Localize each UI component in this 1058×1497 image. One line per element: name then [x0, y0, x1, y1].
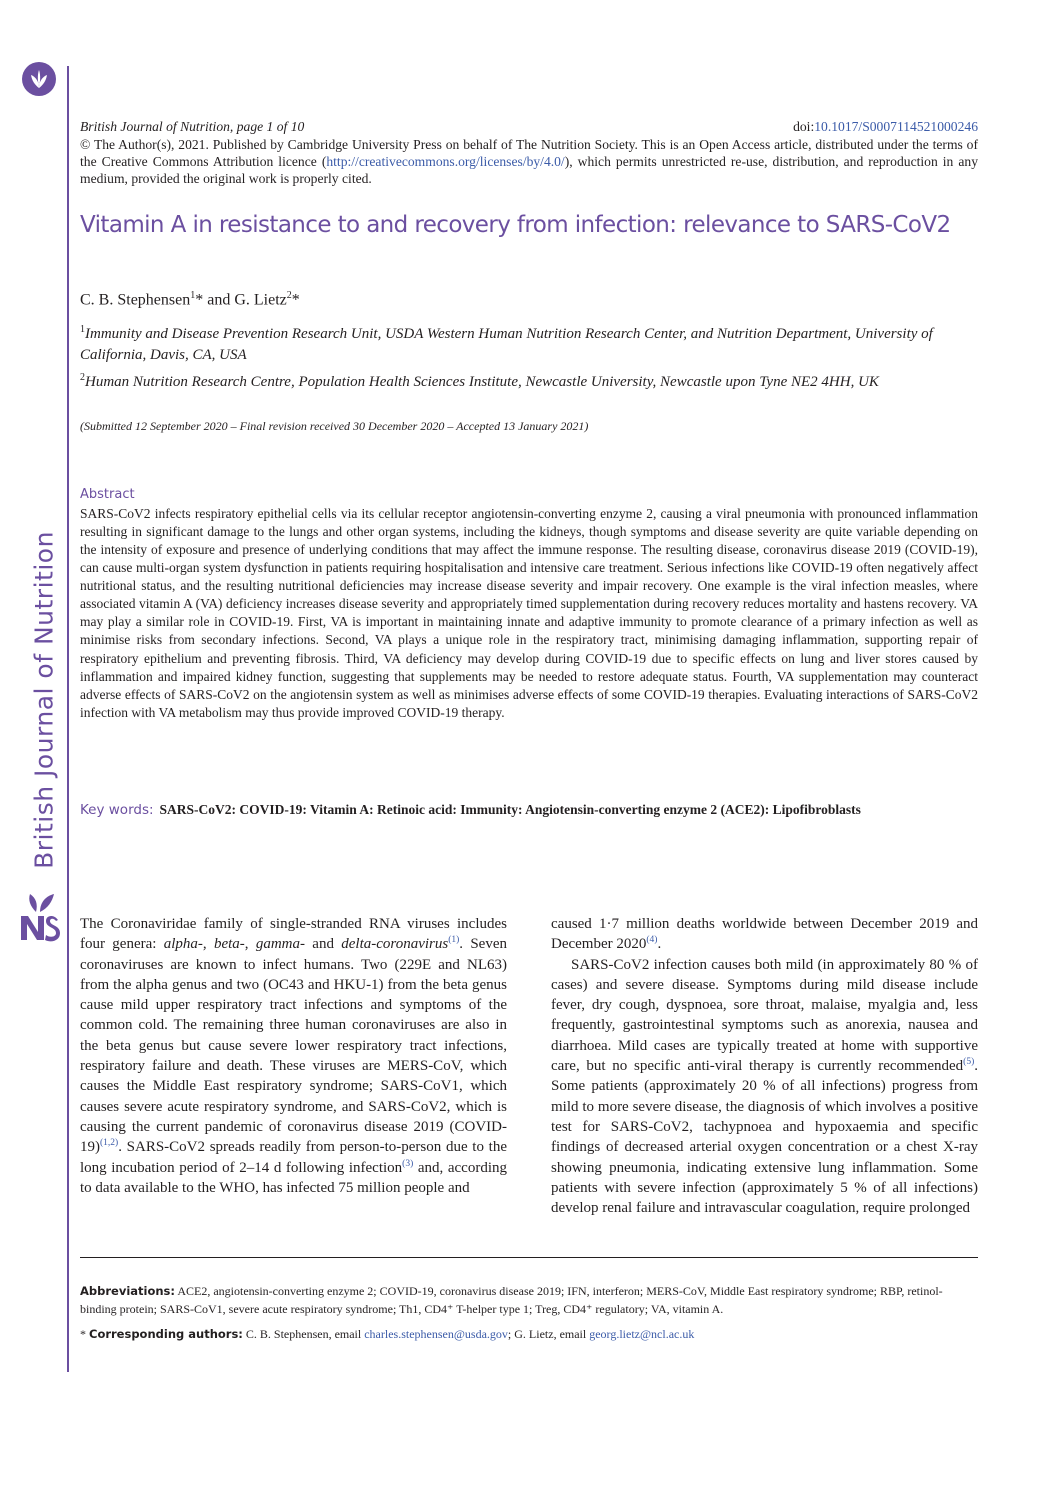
doi-link[interactable]: 10.1017/S0007114521000246	[814, 119, 978, 134]
author-name: G. Lietz	[234, 291, 287, 309]
nutrition-society-logo-icon	[18, 890, 60, 942]
genus-name: alpha	[163, 936, 198, 953]
body-text: . SARS-CoV2 spreads readily from person-to-person due to the long incubation period of 2–14 d following infection	[80, 1139, 507, 1176]
license-text-a: © The Author(s), 2021. Published by Cambridge University Press on behalf of The Nutrition Society. This is an Open Access article, distributed under the terms of the Creative Commons Attribution licence (	[80, 137, 978, 169]
leaf-logo-icon	[22, 62, 56, 96]
genus-name: gamma	[255, 936, 300, 953]
body-text: -,	[239, 936, 256, 953]
body-paragraph	[551, 955, 978, 1219]
author-name: C. B. Stephensen	[80, 291, 191, 309]
body-text: - and	[300, 936, 342, 953]
submission-dates: (Submitted 12 September 2020 – Final revision received 30 December 2020 – Accepted 13 January 2021)	[80, 419, 589, 433]
footnote-rule	[80, 1257, 978, 1258]
license-link[interactable]: http://creativecommons.org/licenses/by/4.0/	[326, 154, 565, 169]
author-affil-sup: 2	[286, 290, 292, 301]
corr-text: ; G. Lietz, email	[507, 1327, 590, 1341]
author-star: *	[291, 291, 300, 309]
affiliation-sup: 1	[80, 324, 85, 335]
corr-star: *	[80, 1327, 89, 1341]
abstract-heading: Abstract	[80, 487, 135, 502]
corr-text: C. B. Stephensen, email	[242, 1327, 365, 1341]
email-link[interactable]: georg.lietz@ncl.ac.uk	[589, 1327, 695, 1341]
genus-name: beta	[213, 936, 240, 953]
body-paragraph	[551, 914, 978, 955]
corresponding-authors-footnote	[80, 1325, 978, 1343]
body-paragraph	[80, 914, 507, 1198]
citation-link[interactable]: (5)	[963, 1057, 975, 1068]
license-statement	[80, 136, 978, 187]
journal-vertical-title: British Journal of Nutrition	[29, 531, 59, 869]
affiliation-sup: 2	[80, 371, 85, 383]
body-text: The Coronaviridae family of single-stranded RNA viruses includes four genera:	[80, 916, 507, 953]
citation-link[interactable]: (3)	[402, 1158, 414, 1169]
email-link[interactable]: charles.stephensen@usda.gov	[364, 1327, 508, 1341]
body-text: . Seven coronaviruses are known to infect humans. Two (229E and NL63) from the alpha genus and two (OC43 and HKU-1) from the beta genus cause mild upper respiratory tract infections and symptoms of the common cold. The remaining three human coronaviruses are also in the beta genus but cause severe lower respiratory tract infections, respiratory failure and death. These viruses are MERS-CoV, which causes the Middle East respiratory syndrome; SARS-CoV1, which causes severe acute respiratory syndrome, and SARS-CoV2, which is causing the current pandemic of coronavirus disease 2019 (COVID-19)	[80, 936, 507, 1156]
body-text: SARS-CoV2 infection causes both mild (in approximately 80 % of cases) and severe disease. Symptoms during mild disease include fever, dry cough, dyspnoea, sore throat, malaise, myalgia and, less frequently, gastrointestinal symptoms such as anorexia, nausea and diarrhoea. Mild cases are typically treated at home with supportive care, but no specific anti-viral therapy is currently recommended	[551, 956, 978, 1075]
body-text: -,	[197, 936, 214, 953]
body-text: and, according to data available to the WHO, has infected 75 million people and	[80, 1159, 507, 1196]
journal-page-label: British Journal of Nutrition, page 1 of 10	[80, 119, 305, 134]
affiliation-1	[80, 319, 978, 367]
affiliation-2	[80, 367, 978, 393]
margin-rule	[67, 66, 69, 1372]
affiliation-text: Human Nutrition Research Centre, Population Health Sciences Institute, Newcastle University, Newcastle upon Tyne NE2 4HH, UK	[85, 373, 879, 390]
citation-link[interactable]: (1,2)	[100, 1138, 119, 1149]
article-title: Vitamin A in resistance to and recovery from infection: relevance to SARS-CoV2	[80, 212, 951, 238]
license-text-b: ), which permits unrestricted re-use, distribution, and reproduction in any medium, provided the original work is properly cited.	[80, 154, 978, 186]
genus-name: delta-coronavirus	[341, 936, 449, 953]
abstract-text: SARS-CoV2 infects respiratory epithelial cells via its cellular receptor angiotensin-converting enzyme 2, causing a viral pneumonia with pronounced inflammation resulting in significant damage to the lungs and other organ systems, including the kidneys, though symptoms and disease severity are quite variable depending on the intensity of exposure and presence of underlying conditions that may affect the immune response. The resulting disease, coronavirus disease 2019 (COVID-19), can cause multi-organ system dysfunction in patients requiring hospitalisation and intensive care treatment. Serious infections like COVID-19 often negatively affect nutritional status, and the resulting nutritional deficiencies may increase disease severity and impair recovery. One example is the viral infection measles, where associated vitamin A (VA) deficiency increases disease severity and appropriately timed supplementation during recovery reduces mortality and hastens recovery. VA may play a similar role in COVID-19. First, VA is important in maintaining innate and adaptive immunity to promote clearance of a primary infection as well as minimise risks from secondary infections. Second, VA plays a unique role in the respiratory tract, minimising damaging inflammation, supporting repair of respiratory epithelium and preventing fibrosis. Third, VA deficiency may develop during COVID-19 due to specific effects on lung and liver stores caused by inflammation and impaired kidney function, suggesting that supplements may be needed to restore adequate status. Fourth, VA supplementation may counteract adverse effects of SARS-CoV2 on the angiotensin system as well as minimises adverse effects of some COVID-19 therapies. Evaluating interactions of SARS-CoV2 infection with VA metabolism may thus provide improved COVID-19 therapy.	[80, 506, 978, 720]
keywords-label: Key words:	[80, 802, 154, 818]
abbreviations-label: Abbreviations:	[80, 1284, 176, 1298]
author-and: and	[203, 291, 235, 309]
abbreviations-text: ACE2, angiotensin-converting enzyme 2; COVID-19, coronavirus disease 2019; IFN, interferon; MERS-CoV, Middle East respiratory syndrome; RBP, retinol-binding protein; SARS-CoV1, severe acute respiratory syndrome; Th1, CD4⁺ T-helper type 1; Treg, CD4⁺ regulatory; VA, vitamin A.	[80, 1284, 943, 1316]
body-text: caused 1·7 million deaths worldwide between December 2019 and December 2020	[551, 916, 978, 953]
running-header	[80, 119, 978, 136]
keywords	[80, 801, 978, 819]
corr-label: Corresponding authors:	[89, 1327, 243, 1341]
body-column-right	[551, 914, 978, 1218]
author-affil-sup: 1	[190, 290, 196, 301]
body-text: .	[657, 936, 662, 953]
author-list	[80, 290, 300, 309]
affiliation-text: Immunity and Disease Prevention Research Unit, USDA Western Human Nutrition Research Center, and Nutrition Department, University of California, Davis, CA, USA	[80, 326, 933, 364]
citation-link[interactable]: (1)	[448, 935, 460, 946]
body-column-left	[80, 914, 507, 1198]
author-star: *	[195, 291, 204, 309]
affiliations	[80, 319, 978, 393]
doi	[793, 119, 978, 135]
body-text: . Some patients (approximately 20 % of all infections) progress from mild to more severe disease, the diagnosis of which involves a positive test for SARS-CoV2, tachypnoea and hypoxaemia and specific findings of decreased arterial oxygen concentration or a chest X-ray showing pneumonia, indicating extensive lung inflammation. Some patients with severe infection (approximately 5 % of all infections) develop renal failure and intravascular coagulation, require prolonged	[551, 1058, 978, 1217]
abbreviations-footnote	[80, 1282, 978, 1318]
keywords-text: SARS-CoV2: COVID-19: Vitamin A: Retinoic acid: Immunity: Angiotensin-converting enzyme 2 (ACE2): Lipofibroblasts	[159, 802, 861, 817]
citation-link[interactable]: (4)	[646, 935, 658, 946]
doi-prefix: doi:	[793, 119, 815, 134]
